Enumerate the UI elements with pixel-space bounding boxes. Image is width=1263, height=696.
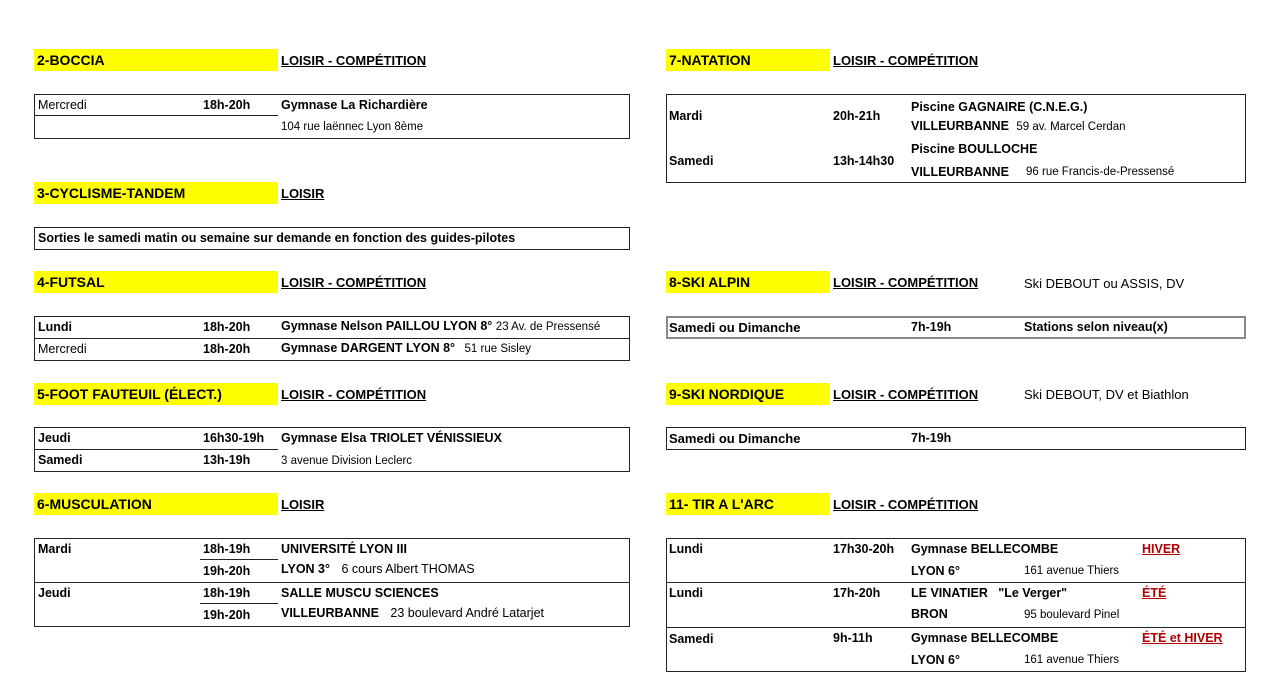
time-cell: 16h30-19h [203, 431, 265, 445]
venue-cell: SALLE MUSCU SCIENCES [281, 586, 439, 600]
city-cell [281, 606, 544, 620]
day-cell: Mardi [38, 542, 72, 556]
row-divider [200, 559, 278, 560]
time-cell: 17h-20h [833, 586, 881, 600]
category-cyclisme: LOISIR [281, 186, 325, 201]
venue-cell: LE VINATIER "Le Verger" [911, 586, 1068, 600]
section-title-foot-fauteuil: 5-FOOT FAUTEUIL (ÉLECT.) [34, 383, 278, 405]
schedule-table-tir-arc [666, 538, 1246, 672]
day-cell: Samedi ou Dimanche [669, 320, 801, 335]
category-tir-arc: LOISIR - COMPÉTITION [833, 497, 979, 512]
venue-name: Gymnase DARGENT LYON 8° [281, 341, 456, 355]
time-cell: 18h-20h [203, 342, 251, 356]
row-divider [666, 627, 1246, 628]
day-cell: Mercredi [38, 342, 87, 356]
day-cell: Lundi [669, 586, 704, 600]
day-cell: Lundi [669, 542, 704, 556]
address: 23 Av. de Pressensé [495, 321, 601, 333]
day-cell: Samedi [669, 154, 714, 168]
address: 6 cours Albert THOMAS [341, 562, 475, 576]
season-badge: ÉTÉ et HIVER [1142, 631, 1223, 645]
row-divider [34, 115, 278, 116]
city: VILLEURBANNE [911, 119, 1009, 133]
venue-cell: Gymnase BELLECOMBE [911, 542, 1059, 556]
venue-cell: Piscine GAGNAIRE (C.N.E.G.) [911, 100, 1088, 114]
info-cell: Stations selon niveau(x) [1024, 320, 1168, 334]
section-title-cyclisme: 3-CYCLISME-TANDEM [34, 182, 278, 204]
day-cell: Jeudi [38, 431, 71, 445]
category-natation: LOISIR - COMPÉTITION [833, 53, 979, 68]
note-ski-nordique: Ski DEBOUT, DV et Biathlon [1024, 387, 1189, 402]
time-cell: 18h-19h [203, 542, 251, 556]
time-cell: 18h-20h [203, 320, 251, 334]
note-ski-alpin: Ski DEBOUT ou ASSIS, DV [1024, 276, 1185, 291]
address-cell: 95 boulevard Pinel [1024, 609, 1120, 621]
season-badge: ÉTÉ [1142, 586, 1167, 600]
time-cell: 19h-20h [203, 608, 251, 622]
venue-cell [281, 341, 531, 355]
address: 51 rue Sisley [464, 343, 531, 355]
venue-cell: Gymnase Elsa TRIOLET VÉNISSIEUX [281, 431, 502, 445]
city-cell: LYON 6° [911, 564, 960, 578]
day-cell: Mardi [669, 109, 703, 123]
address: 23 boulevard André Latarjet [390, 606, 544, 620]
city-cell [281, 562, 475, 576]
time-cell: 18h-19h [203, 586, 251, 600]
category-futsal: LOISIR - COMPÉTITION [281, 275, 427, 290]
city-cell [911, 119, 1126, 133]
row-divider [200, 603, 278, 604]
time-cell: 13h-19h [203, 453, 251, 467]
address-cell: 96 rue Francis-de-Pressensé [1026, 166, 1175, 178]
venue-cell: UNIVERSITÉ LYON III [281, 542, 407, 556]
time-cell: 17h30-20h [833, 542, 895, 556]
section-title-ski-nordique: 9-SKI NORDIQUE [666, 383, 830, 405]
section-title-boccia: 2-BOCCIA [34, 49, 278, 71]
address-cell: 161 avenue Thiers [1024, 565, 1120, 577]
category-ski-nordique: LOISIR - COMPÉTITION [833, 387, 979, 402]
address-cell: 3 avenue Division Leclerc [281, 455, 413, 467]
address-cell: 104 rue laënnec Lyon 8ème [281, 121, 424, 133]
day-cell: Samedi [669, 632, 714, 646]
address: 59 av. Marcel Cerdan [1016, 121, 1126, 133]
venue-name: Gymnase Nelson PAILLOU LYON 8° [281, 319, 493, 333]
info-cell: Sorties le samedi matin ou semaine sur demande en fonction des guides-pilotes [38, 231, 516, 245]
time-cell: 18h-20h [203, 98, 251, 112]
section-title-natation: 7-NATATION [666, 49, 830, 71]
section-title-ski-alpin: 8-SKI ALPIN [666, 271, 830, 293]
day-cell: Mercredi [38, 98, 87, 112]
venue-cell: Piscine BOULLOCHE [911, 142, 1038, 156]
category-foot-fauteuil: LOISIR - COMPÉTITION [281, 387, 427, 402]
category-musculation: LOISIR [281, 497, 325, 512]
time-cell: 7h-19h [911, 431, 952, 445]
venue-cell: Gymnase BELLECOMBE [911, 631, 1059, 645]
venue-cell [281, 319, 600, 333]
row-divider [34, 582, 630, 583]
city-cell: VILLEURBANNE [911, 165, 1009, 179]
day-cell: Samedi [38, 453, 83, 467]
time-cell: 13h-14h30 [833, 154, 895, 168]
address-cell: 161 avenue Thiers [1024, 654, 1120, 666]
time-cell: 9h-11h [833, 631, 873, 645]
city: VILLEURBANNE [281, 606, 379, 620]
day-cell: Samedi ou Dimanche [669, 431, 801, 446]
row-divider [34, 338, 630, 339]
row-divider [666, 582, 1246, 583]
category-boccia: LOISIR - COMPÉTITION [281, 53, 427, 68]
section-title-musculation: 6-MUSCULATION [34, 493, 278, 515]
time-cell: 20h-21h [833, 109, 881, 123]
section-title-futsal: 4-FUTSAL [34, 271, 278, 293]
section-title-tir-arc: 11- TIR A L'ARC [666, 493, 830, 515]
category-ski-alpin: LOISIR - COMPÉTITION [833, 275, 979, 290]
season-badge: HIVER [1142, 542, 1181, 556]
day-cell: Jeudi [38, 586, 71, 600]
time-cell: 19h-20h [203, 564, 251, 578]
day-cell: Lundi [38, 320, 73, 334]
city-cell: BRON [911, 607, 948, 621]
city-cell: LYON 6° [911, 653, 960, 667]
city: LYON 3° [281, 562, 330, 576]
venue-cell: Gymnase La Richardière [281, 98, 428, 112]
time-cell: 7h-19h [911, 320, 952, 334]
row-divider [34, 449, 278, 450]
